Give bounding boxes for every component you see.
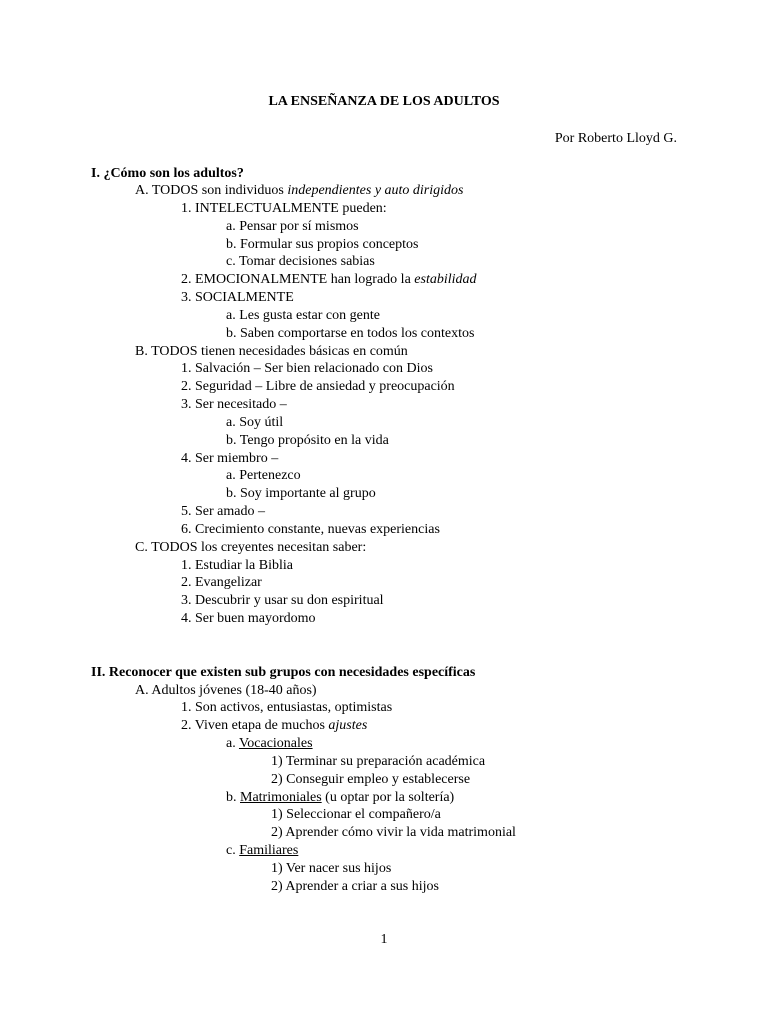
outline-item: b. Saben comportarse en todos los contextos xyxy=(226,326,475,341)
document-title: LA ENSEÑANZA DE LOS ADULTOS xyxy=(268,94,500,109)
outline-underlined: Familiares xyxy=(239,843,299,858)
outline-item xyxy=(135,182,464,200)
outline-item: 3. Descubrir y usar su don espiritual xyxy=(181,593,384,608)
outline-item: 1) Seleccionar el compañero/a xyxy=(271,807,441,822)
outline-item xyxy=(226,735,313,753)
outline-item: a. Soy útil xyxy=(226,415,284,430)
outline-text: 2. Viven etapa de muchos xyxy=(181,718,329,733)
section-heading: II. Reconocer que existen sub grupos con necesidades específicas xyxy=(91,665,476,680)
outline-item: 1. Son activos, entusiastas, optimistas xyxy=(181,700,393,715)
outline-item: a. Pertenezco xyxy=(226,468,301,483)
outline-item: 6. Crecimiento constante, nuevas experiencias xyxy=(181,522,440,537)
outline-item: b. Soy importante al grupo xyxy=(226,486,376,501)
outline-emphasis: independientes y auto dirigidos xyxy=(287,183,464,198)
outline-item: 2) Aprender cómo vivir la vida matrimonial xyxy=(271,825,516,840)
outline-item xyxy=(226,789,454,807)
page-number: 1 xyxy=(380,932,388,947)
outline-item: B. TODOS tienen necesidades básicas en común xyxy=(135,344,408,359)
outline-item xyxy=(226,842,298,860)
outline-item: 4. Ser miembro – xyxy=(181,451,279,466)
author-line: Por Roberto Lloyd G. xyxy=(554,131,677,146)
outline-item: 1) Terminar su preparación académica xyxy=(271,754,486,769)
outline-text: a. xyxy=(226,736,239,751)
outline-text: 2. EMOCIONALMENTE han logrado la xyxy=(181,272,415,287)
outline-item: a. Les gusta estar con gente xyxy=(226,308,380,323)
outline-underlined: Matrimoniales xyxy=(240,790,322,805)
outline-underlined: Vocacionales xyxy=(238,736,313,751)
outline-item: 1. Estudiar la Biblia xyxy=(181,558,293,573)
outline-text: A. TODOS son individuos xyxy=(135,183,288,198)
outline-item: c. Tomar decisiones sabias xyxy=(226,254,375,269)
outline-text: c. xyxy=(226,843,240,858)
outline-emphasis: ajustes xyxy=(328,718,368,733)
outline-item: 2. Seguridad – Libre de ansiedad y preocupación xyxy=(181,379,455,394)
outline-item: 5. Ser amado – xyxy=(181,504,265,519)
outline-item: 1. INTELECTUALMENTE pueden: xyxy=(181,201,387,216)
outline-emphasis: estabilidad xyxy=(414,272,477,287)
outline-item: A. Adultos jóvenes (18-40 años) xyxy=(135,683,317,698)
outline-item: b. Formular sus propios conceptos xyxy=(226,237,419,252)
outline-item: 1. Salvación – Ser bien relacionado con Dios xyxy=(181,361,433,376)
outline-item xyxy=(181,717,367,735)
outline-item: a. Pensar por sí mismos xyxy=(226,219,359,234)
outline-item: 2) Conseguir empleo y establecerse xyxy=(271,772,471,787)
outline-item: 2. Evangelizar xyxy=(181,575,262,590)
outline-item: b. Tengo propósito en la vida xyxy=(226,433,389,448)
outline-item: 3. Ser necesitado – xyxy=(181,397,287,412)
outline-item: 2) Aprender a criar a sus hijos xyxy=(271,879,439,894)
outline-item: 1) Ver nacer sus hijos xyxy=(271,861,392,876)
outline-item xyxy=(181,271,477,289)
outline-text: (u optar por la soltería) xyxy=(321,790,455,805)
section-heading: I. ¿Cómo son los adultos? xyxy=(91,166,244,181)
outline-item: C. TODOS los creyentes necesitan saber: xyxy=(135,540,367,555)
outline-item: 4. Ser buen mayordomo xyxy=(181,611,316,626)
outline-text: b. xyxy=(226,790,240,805)
outline-item: 3. SOCIALMENTE xyxy=(181,290,294,305)
